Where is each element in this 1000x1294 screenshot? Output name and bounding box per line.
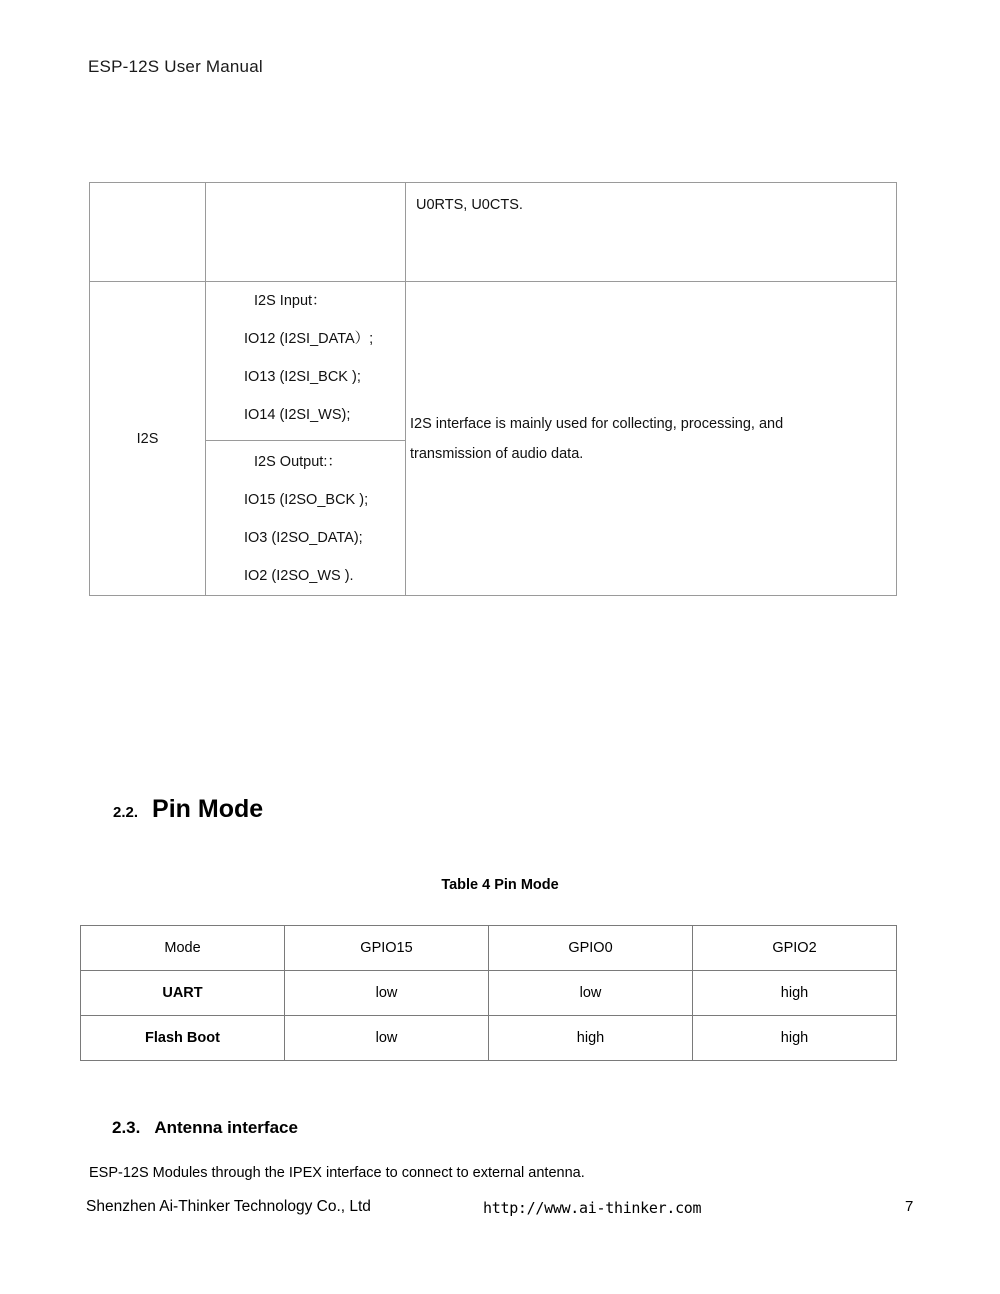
i2s-input-pin-2: IO13 (I2SI_BCK );: [244, 369, 361, 385]
section-2-3-number: 2.3.: [112, 1118, 141, 1137]
page-header-title: ESP-12S User Manual: [88, 57, 263, 76]
i2s-name-cell: I2S: [90, 282, 206, 596]
i2s-input-pin-3: IO14 (I2SI_WS);: [244, 407, 351, 423]
section-2-2-title: Pin Mode: [152, 795, 264, 823]
table-row: [81, 971, 897, 1016]
pin-mode-row-uart-gpio15: low: [285, 971, 489, 1016]
pin-mode-row-uart-gpio0: low: [489, 971, 693, 1016]
section-2-3-title: Antenna interface: [154, 1118, 298, 1137]
pin-mode-header-mode: Mode: [81, 926, 285, 971]
interface-name-cell: [90, 183, 206, 282]
section-2-3-heading: [112, 1118, 298, 1138]
i2s-output-pin-2: IO3 (I2SO_DATA);: [244, 530, 363, 546]
footer-url[interactable]: http://www.ai-thinker.com: [483, 1199, 702, 1217]
pin-mode-row-uart-label: UART: [81, 971, 285, 1016]
section-2-2-number: 2.2.: [113, 804, 139, 821]
i2s-pins-cell: [206, 282, 406, 596]
table-row: [90, 183, 897, 282]
table-header-row: [81, 926, 897, 971]
pin-mode-table: [80, 925, 897, 1061]
pin-mode-header-gpio2: GPIO2: [693, 926, 897, 971]
i2s-desc-line-1: I2S interface is mainly used for collecting, processing, and: [410, 415, 784, 432]
section-2-2-heading: [113, 795, 263, 824]
i2s-desc-cell: [406, 282, 897, 596]
i2s-pin-list: [206, 282, 405, 595]
pin-mode-row-flashboot-gpio15: low: [285, 1016, 489, 1061]
i2s-input-pin-1: IO12 (I2SI_DATA）;: [244, 331, 374, 347]
i2s-output-heading: I2S Output:：: [254, 454, 342, 470]
i2s-input-heading: I2S Input：: [254, 293, 327, 309]
section-2-3-paragraph: ESP-12S Modules through the IPEX interface to connect to external antenna.: [89, 1165, 585, 1181]
interface-desc-cell: [406, 183, 897, 282]
table-row: [90, 282, 897, 596]
i2s-desc-line-2: transmission of audio data.: [410, 445, 584, 462]
footer-company: Shenzhen Ai-Thinker Technology Co., Ltd: [86, 1198, 371, 1215]
pin-mode-row-flashboot-gpio0: high: [489, 1016, 693, 1061]
pin-mode-header-gpio0: GPIO0: [489, 926, 693, 971]
pin-list-divider: [206, 440, 405, 441]
interface-pins-cell: [206, 183, 406, 282]
footer-page-number: 7: [905, 1198, 914, 1215]
pin-mode-row-flashboot-label: Flash Boot: [81, 1016, 285, 1061]
i2s-output-pin-3: IO2 (I2SO_WS ).: [244, 568, 354, 584]
table-4-caption: Table 4 Pin Mode: [441, 877, 559, 893]
uart-continuation-text: U0RTS, U0CTS.: [416, 197, 523, 213]
pin-mode-header-gpio15: GPIO15: [285, 926, 489, 971]
table-row: [81, 1016, 897, 1061]
interface-table: [89, 182, 897, 596]
i2s-output-pin-1: IO15 (I2SO_BCK );: [244, 492, 369, 508]
pin-mode-row-flashboot-gpio2: high: [693, 1016, 897, 1061]
pin-mode-row-uart-gpio2: high: [693, 971, 897, 1016]
